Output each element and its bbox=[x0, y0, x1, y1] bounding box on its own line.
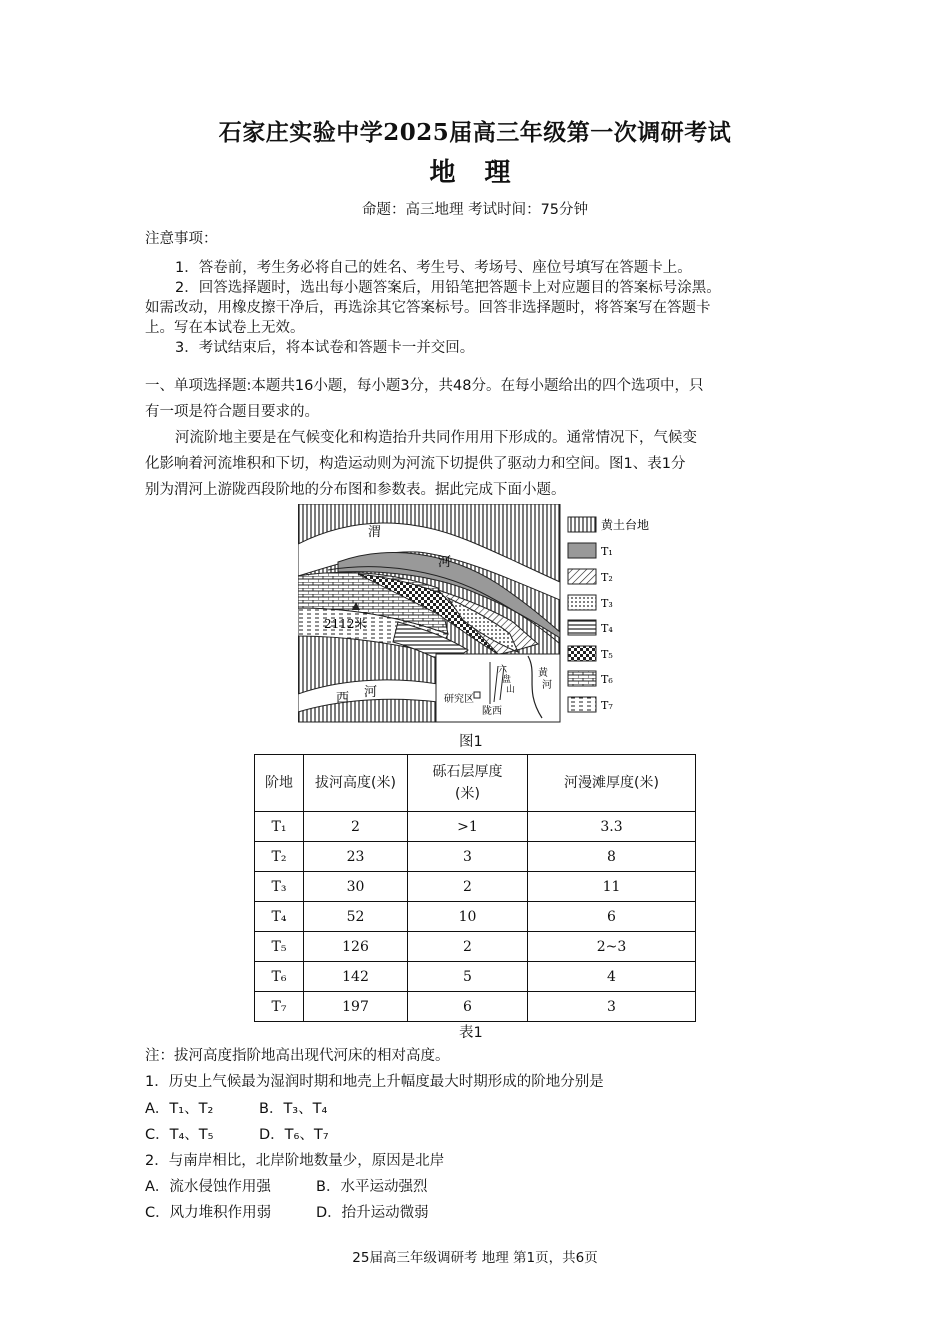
legend-label-loess: 黄土台地 bbox=[601, 518, 650, 532]
cell-floodplain: 4 bbox=[528, 962, 696, 992]
passage-line-3: 别为渭河上游陇西段阶地的分布图和参数表。据此完成下面小题。 bbox=[145, 482, 566, 498]
cell-gravel: 2 bbox=[408, 872, 528, 902]
table-row bbox=[255, 902, 696, 932]
label-elevation: 2112米 bbox=[324, 617, 367, 631]
question-1-stem: 1．历史上气候最为湿润时期和地壳上升幅度最大时期形成的阶地分别是 bbox=[145, 1074, 604, 1090]
exam-title: 石家庄实验中学2025届高三年级第一次调研考试 bbox=[218, 119, 732, 146]
terrace-distribution-map bbox=[298, 504, 658, 724]
terrace-parameter-table bbox=[254, 754, 696, 1022]
label-liupan-2: 盘 bbox=[502, 675, 512, 685]
label-liupan-3: 山 bbox=[506, 685, 516, 695]
legend-label-t6: T₆ bbox=[601, 673, 613, 686]
label-he-2: 河 bbox=[364, 685, 378, 700]
cell-terrace: T₄ bbox=[255, 902, 304, 932]
question-1-option-c: C．T₄、T₅ bbox=[145, 1127, 214, 1143]
label-huang: 黄 bbox=[538, 668, 548, 679]
header-floodplain: 河漫滩厚度(米) bbox=[528, 755, 696, 812]
cell-floodplain: 6 bbox=[528, 902, 696, 932]
table-note: 注：拔河高度指阶地高出现代河床的相对高度。 bbox=[145, 1048, 450, 1064]
exam-meta: 命题：高三地理 考试时间：75分钟 bbox=[361, 202, 589, 218]
question-1-option-d: D．T₆、T₇ bbox=[259, 1127, 329, 1143]
table-row bbox=[255, 812, 696, 842]
legend-label-t4: T₄ bbox=[601, 622, 613, 635]
research-area-marker bbox=[474, 692, 480, 698]
header-gravel-line-2: (米) bbox=[455, 786, 480, 802]
cell-terrace: T₁ bbox=[255, 812, 304, 842]
cell-height: 30 bbox=[304, 872, 408, 902]
label-he-3: 河 bbox=[542, 680, 552, 691]
table-header-row bbox=[255, 755, 696, 812]
question-1-option-a: A．T₁、T₂ bbox=[145, 1101, 214, 1117]
table-row bbox=[255, 872, 696, 902]
notice-line-1: 1．答卷前，考生务必将自己的姓名、考生号、考场号、座位号填写在答题卡上。 bbox=[175, 260, 692, 276]
table-caption: 表1 bbox=[459, 1025, 483, 1041]
legend-swatch-t2 bbox=[568, 569, 596, 584]
cell-gravel: 6 bbox=[408, 992, 528, 1022]
legend-swatch-t3 bbox=[568, 595, 596, 610]
header-height: 拔河高度(米) bbox=[304, 755, 408, 812]
cell-height: 197 bbox=[304, 992, 408, 1022]
label-research-area: 研究区 bbox=[444, 694, 474, 705]
cell-terrace: T₃ bbox=[255, 872, 304, 902]
label-he: 河 bbox=[438, 555, 452, 570]
cell-height: 2 bbox=[304, 812, 408, 842]
label-wei: 渭 bbox=[368, 525, 382, 540]
cell-gravel: 10 bbox=[408, 902, 528, 932]
cell-floodplain: 2~3 bbox=[528, 932, 696, 962]
table-row bbox=[255, 962, 696, 992]
subject-title: 地 理 bbox=[429, 158, 521, 188]
legend-label-t1: T₁ bbox=[601, 545, 613, 558]
question-1-option-b: B．T₃、T₄ bbox=[259, 1101, 328, 1117]
cell-gravel: 5 bbox=[408, 962, 528, 992]
cell-height: 142 bbox=[304, 962, 408, 992]
label-longxi: 陇西 bbox=[482, 706, 502, 717]
question-2-option-d: D．抬升运动微弱 bbox=[316, 1205, 429, 1221]
figure-caption: 图1 bbox=[459, 734, 483, 750]
legend-label-t7: T₇ bbox=[601, 699, 613, 712]
legend-swatch-loess bbox=[568, 517, 596, 532]
legend-swatch-t4 bbox=[568, 620, 596, 635]
legend-label-t2: T₂ bbox=[601, 571, 613, 584]
cell-floodplain: 11 bbox=[528, 872, 696, 902]
notice-heading: 注意事项： bbox=[145, 231, 218, 247]
question-2-option-b: B．水平运动强烈 bbox=[316, 1179, 428, 1195]
table-row bbox=[255, 992, 696, 1022]
cell-terrace: T₆ bbox=[255, 962, 304, 992]
legend-swatch-t7 bbox=[568, 697, 596, 712]
legend-label-t3: T₃ bbox=[601, 597, 613, 610]
notice-line-5: 3．考试结束后，将本试卷和答题卡一并交回。 bbox=[175, 340, 475, 356]
page-footer: 25届高三年级调研考 地理 第1页，共6页 bbox=[352, 1250, 598, 1266]
question-2-option-a: A．流水侵蚀作用强 bbox=[145, 1179, 271, 1195]
notice-line-4: 上。写在本试卷上无效。 bbox=[145, 320, 305, 336]
question-2-option-c: C．风力堆积作用弱 bbox=[145, 1205, 272, 1221]
cell-floodplain: 3 bbox=[528, 992, 696, 1022]
header-terrace: 阶地 bbox=[255, 755, 304, 812]
label-liupan-1: 六 bbox=[498, 665, 508, 675]
legend bbox=[568, 517, 649, 712]
notice-line-2: 2．回答选择题时，选出每小题答案后，用铅笔把答题卡上对应题目的答案标号涂黑。 bbox=[175, 280, 721, 296]
cell-gravel: 2 bbox=[408, 932, 528, 962]
header-gravel bbox=[408, 755, 528, 812]
cell-height: 126 bbox=[304, 932, 408, 962]
cell-gravel: 3 bbox=[408, 842, 528, 872]
table-row bbox=[255, 842, 696, 872]
legend-swatch-t6 bbox=[568, 671, 596, 686]
cell-height: 23 bbox=[304, 842, 408, 872]
table-row bbox=[255, 932, 696, 962]
legend-label-t5: T₅ bbox=[601, 648, 613, 661]
section-line-1: 一、单项选择题:本题共16小题，每小题3分，共48分。在每小题给出的四个选项中，只 bbox=[145, 378, 704, 394]
label-xi: 西 bbox=[336, 691, 350, 706]
notice-line-3: 如需改动，用橡皮擦干净后，再选涂其它答案标号。回答非选择题时，将答案写在答题卡 bbox=[145, 300, 711, 316]
section-line-2: 有一项是符合题目要求的。 bbox=[145, 404, 319, 420]
legend-swatch-t1 bbox=[568, 543, 596, 558]
cell-gravel: >1 bbox=[408, 812, 528, 842]
cell-terrace: T₅ bbox=[255, 932, 304, 962]
legend-swatch-t5 bbox=[568, 646, 596, 661]
cell-terrace: T₇ bbox=[255, 992, 304, 1022]
passage-line-2: 化影响着河流堆积和下切，构造运动则为河流下切提供了驱动力和空间。图1、表1分 bbox=[145, 456, 686, 472]
cell-height: 52 bbox=[304, 902, 408, 932]
header-gravel-line-1: 砾石层厚度 bbox=[432, 764, 503, 780]
cell-floodplain: 8 bbox=[528, 842, 696, 872]
cell-floodplain: 3.3 bbox=[528, 812, 696, 842]
question-2-stem: 2．与南岸相比，北岸阶地数量少，原因是北岸 bbox=[145, 1153, 445, 1169]
cell-terrace: T₂ bbox=[255, 842, 304, 872]
passage-line-1: 河流阶地主要是在气候变化和构造抬升共同作用用下形成的。通常情况下，气候变 bbox=[175, 430, 697, 446]
